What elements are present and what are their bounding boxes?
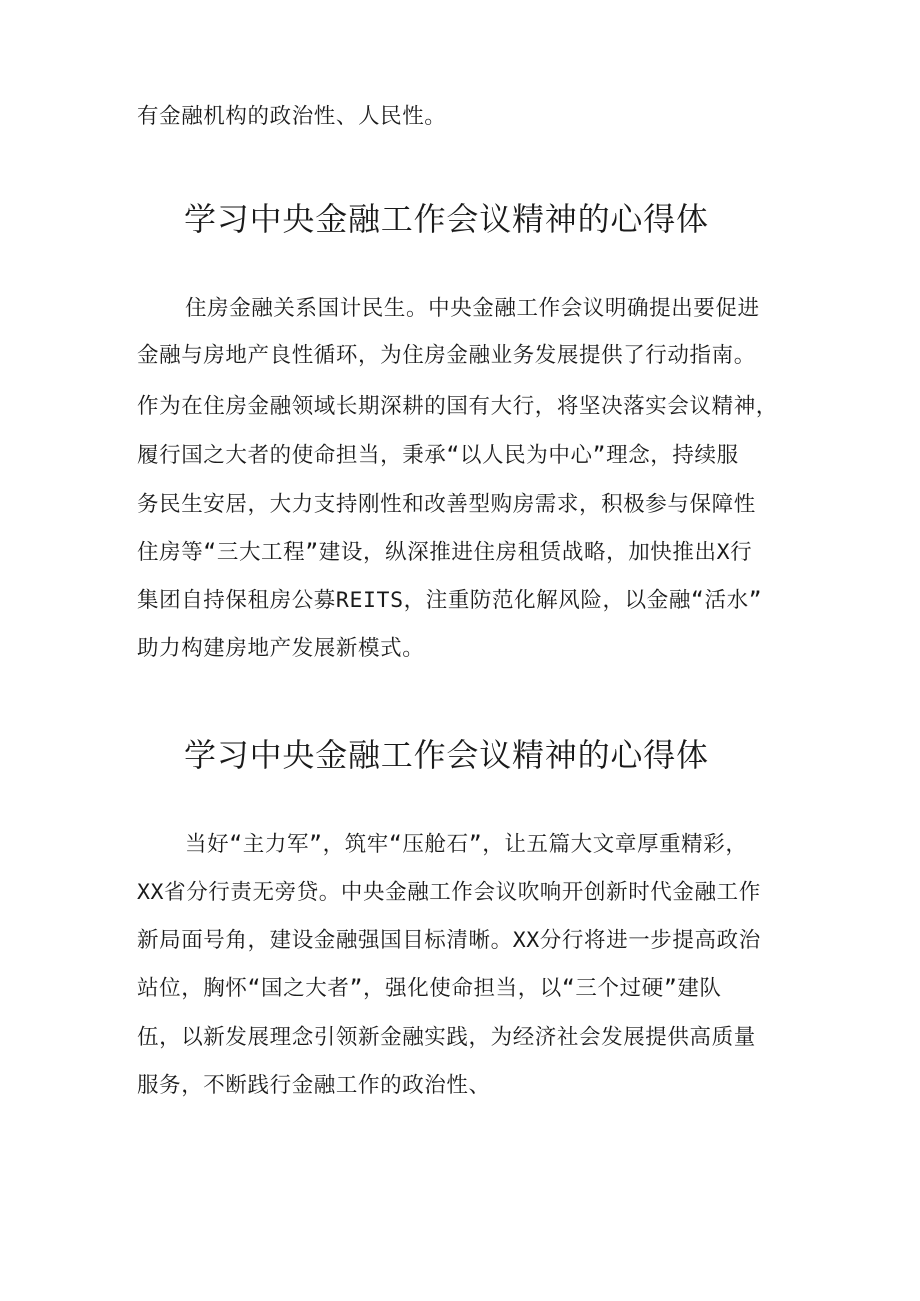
section-1-line-6: 住房等“三大工程”建设，纵深推进住房租赁战略，加快推出X行 <box>137 540 753 565</box>
section-1-line-8: 助力构建房地产发展新模式。 <box>137 636 425 661</box>
section-2-line-4: 站位，胸怀“国之大者”，强化使命担当，以“三个过硬”建队 <box>137 976 722 1001</box>
continuation-line: 有金融机构的政治性、人民性。 <box>137 104 447 129</box>
section-1-line-5: 务民生安居，大力支持刚性和改善型购房需求，积极参与保障性 <box>137 492 756 517</box>
section-2-line-1: 当好“主力军”，筑牢“压舱石”，让五篇大文章厚重精彩， <box>185 832 748 857</box>
section-1-line-1: 住房金融关系国计民生。中央金融工作会议明确提出要促进 <box>185 296 760 321</box>
section-1-title: 学习中央金融工作会议精神的心得体 <box>184 200 709 238</box>
section-2-title: 学习中央金融工作会议精神的心得体 <box>184 736 709 774</box>
section-1-line-3: 作为在住房金融领域长期深耕的国有大行，将坚决落实会议精神， <box>137 394 778 419</box>
section-1-line-4: 履行国之大者的使命担当，秉承“以人民为中心”理念，持续服 <box>137 443 739 468</box>
section-2-line-6: 服务，不断践行金融工作的政治性、 <box>137 1073 491 1098</box>
section-2-line-3: 新局面号角，建设金融强国目标清晰。XX分行将进一步提高政治 <box>137 928 761 953</box>
section-2-line-5: 伍，以新发展理念引领新金融实践，为经济社会发展提供高质量 <box>137 1025 756 1050</box>
section-2-line-2: XX省分行责无旁贷。中央金融工作会议吹响开创新时代金融工作 <box>137 880 761 905</box>
section-1-line-2: 金融与房地产良性循环，为住房金融业务发展提供了行动指南。 <box>137 343 756 368</box>
section-1-line-7: 集团自持保租房公募REITS，注重防范化解风险，以金融“活水” <box>137 588 763 613</box>
